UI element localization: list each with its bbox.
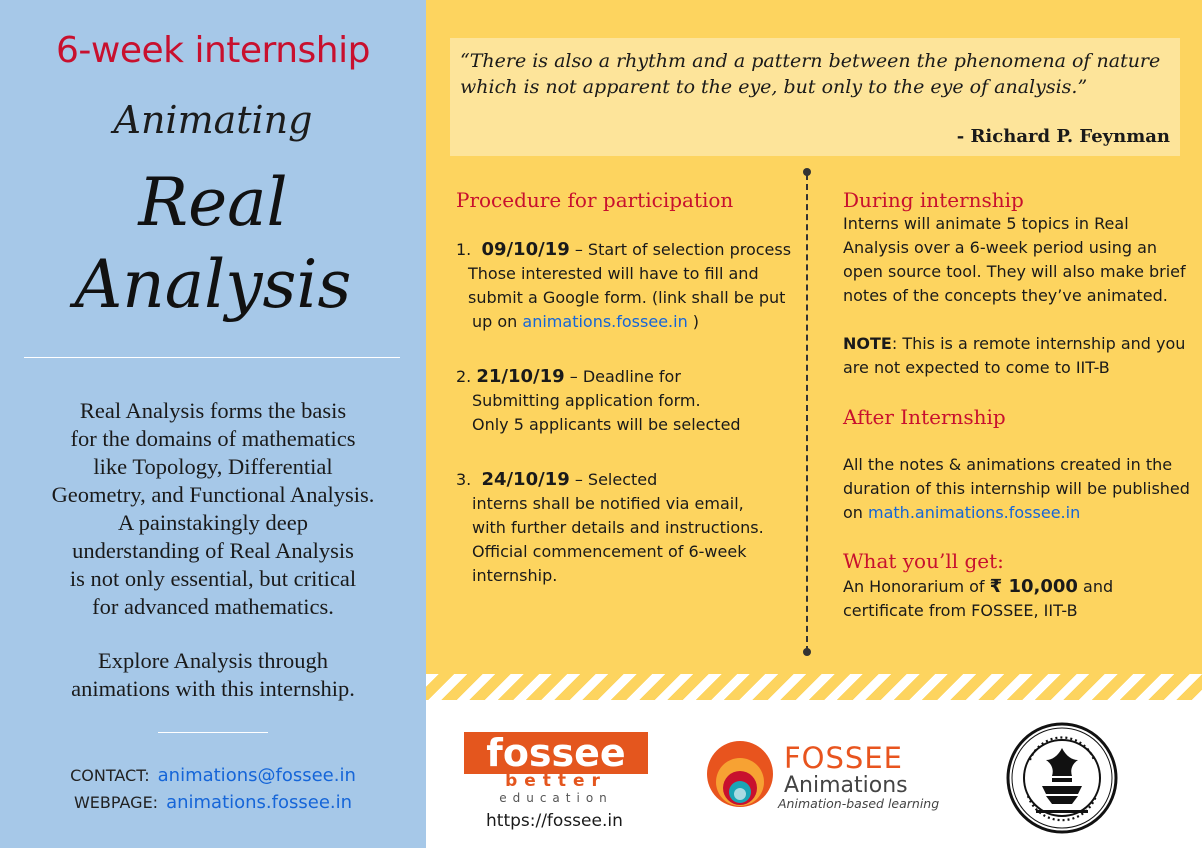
procedure-heading: Procedure for participation xyxy=(456,188,734,212)
contact-row xyxy=(0,765,426,786)
step-lead: – Selected xyxy=(569,470,658,489)
webpage-link[interactable]: animations.fossee.in xyxy=(166,792,353,813)
fossee-logo-education: education xyxy=(499,791,613,804)
note-text: : This is a remote internship and you xyxy=(891,334,1186,353)
contact-email-link[interactable]: animations@fossee.in xyxy=(157,765,356,786)
fossee-url-link[interactable]: https://fossee.in xyxy=(486,811,623,831)
description-line: for advanced mathematics. xyxy=(92,594,334,619)
iit-bombay-emblem-icon[interactable] xyxy=(1006,722,1118,834)
explore-line: Explore Analysis through xyxy=(98,648,328,673)
step-line: submit a Google form. (link shall be put xyxy=(468,288,786,307)
after-line: All the notes & animations created in the xyxy=(843,455,1173,474)
step-line: interns shall be notified via email, xyxy=(472,494,744,513)
anim-logo-animations: Animations xyxy=(784,773,908,798)
main-title-real: Real xyxy=(138,164,288,241)
step-line: with further details and instructions. xyxy=(472,518,764,537)
benefits-line: An Honorarium of xyxy=(843,577,990,596)
procedure-step-3 xyxy=(456,468,796,588)
step-line: Those interested will have to fill and xyxy=(468,264,759,283)
description-line: Real Analysis forms the basis xyxy=(79,398,347,423)
anim-logo-tagline: Animation-based learning xyxy=(778,796,940,811)
during-line: notes of the concepts they’ve animated. xyxy=(843,286,1168,305)
after-paragraph xyxy=(843,453,1193,525)
description-line: A painstakingly deep xyxy=(118,510,308,535)
math-animations-link[interactable]: math.animations.fossee.in xyxy=(868,503,1081,522)
after-line: on xyxy=(843,503,869,522)
description-line: Geometry, and Functional Analysis. xyxy=(51,482,375,507)
concentric-circles-icon xyxy=(707,741,773,807)
divider xyxy=(24,357,400,358)
benefits-line: and xyxy=(1077,577,1114,596)
step-line: Submitting application form. xyxy=(472,391,701,410)
benefits-heading: What you’ll get: xyxy=(843,549,1004,573)
divider xyxy=(158,732,268,733)
anim-logo-fossee: FOSSEE xyxy=(784,741,903,775)
step-line: ) xyxy=(687,312,700,331)
during-line: open source tool. They will also make brief xyxy=(843,262,1186,281)
subtitle-animating: Animating xyxy=(113,98,313,142)
explore-paragraph xyxy=(10,647,416,703)
step-date: 09/10/19 xyxy=(481,239,570,260)
step-date: 24/10/19 xyxy=(481,469,570,490)
procedure-step-1 xyxy=(456,238,796,334)
animations-site-link[interactable]: animations.fossee.in xyxy=(522,312,688,331)
description-paragraph xyxy=(10,397,416,621)
note-label: NOTE xyxy=(843,334,892,353)
honorarium-amount: ₹ 10,000 xyxy=(989,576,1078,597)
webpage-label: WEBPAGE: xyxy=(73,793,159,812)
step-number: 1. xyxy=(456,240,472,259)
step-line: internship. xyxy=(472,566,558,585)
during-line: Analysis over a 6-week period using an xyxy=(843,238,1158,257)
description-line: is not only essential, but critical xyxy=(69,566,357,591)
step-line: Official commencement of 6-week xyxy=(472,542,747,561)
benefits-paragraph xyxy=(843,575,1193,623)
fossee-animations-logo[interactable] xyxy=(706,736,946,812)
after-line: duration of this internship will be published xyxy=(843,479,1190,498)
step-line: Only 5 applicants will be selected xyxy=(472,415,741,434)
internship-duration-title: 6-week internship xyxy=(56,30,370,71)
procedure-step-2 xyxy=(456,365,796,437)
explore-line: animations with this internship. xyxy=(71,676,355,701)
step-line: up on xyxy=(472,312,523,331)
description-line: like Topology, Differential xyxy=(93,454,333,479)
step-date: 21/10/19 xyxy=(476,366,565,387)
quote-line: which is not apparent to the eye, but only to the eye of analysis.” xyxy=(460,76,1088,98)
during-line: Interns will animate 5 topics in Real xyxy=(843,214,1129,233)
step-number: 3. xyxy=(456,470,472,489)
benefits-line: certificate from FOSSEE, IIT-B xyxy=(843,601,1078,620)
quote-line: “There is also a rhythm and a pattern between the phenomena of nature xyxy=(460,50,1161,72)
during-paragraph xyxy=(843,212,1193,308)
after-heading: After Internship xyxy=(843,405,1006,429)
step-lead: – Start of selection process xyxy=(569,240,792,259)
main-title-analysis: Analysis xyxy=(74,246,352,323)
description-line: for the domains of mathematics xyxy=(70,426,356,451)
fossee-logo-better: better xyxy=(505,771,607,791)
step-number: 2. xyxy=(456,367,472,386)
separator-end-dot xyxy=(803,168,811,176)
decorative-stripes xyxy=(426,674,1202,700)
description-line: understanding of Real Analysis xyxy=(72,538,354,563)
step-lead: – Deadline for xyxy=(564,367,681,386)
quote-text xyxy=(460,48,1176,100)
webpage-row xyxy=(0,792,426,813)
contact-label: CONTACT: xyxy=(70,766,150,785)
separator-end-dot xyxy=(803,648,811,656)
quote-author: - Richard P. Feynman xyxy=(956,126,1170,147)
note-text: are not expected to come to IIT-B xyxy=(843,358,1110,377)
fossee-logo-word: fossee xyxy=(486,732,626,775)
column-separator xyxy=(806,174,808,652)
fossee-logo[interactable] xyxy=(464,732,648,804)
note-paragraph xyxy=(843,332,1193,380)
during-heading: During internship xyxy=(843,188,1024,212)
